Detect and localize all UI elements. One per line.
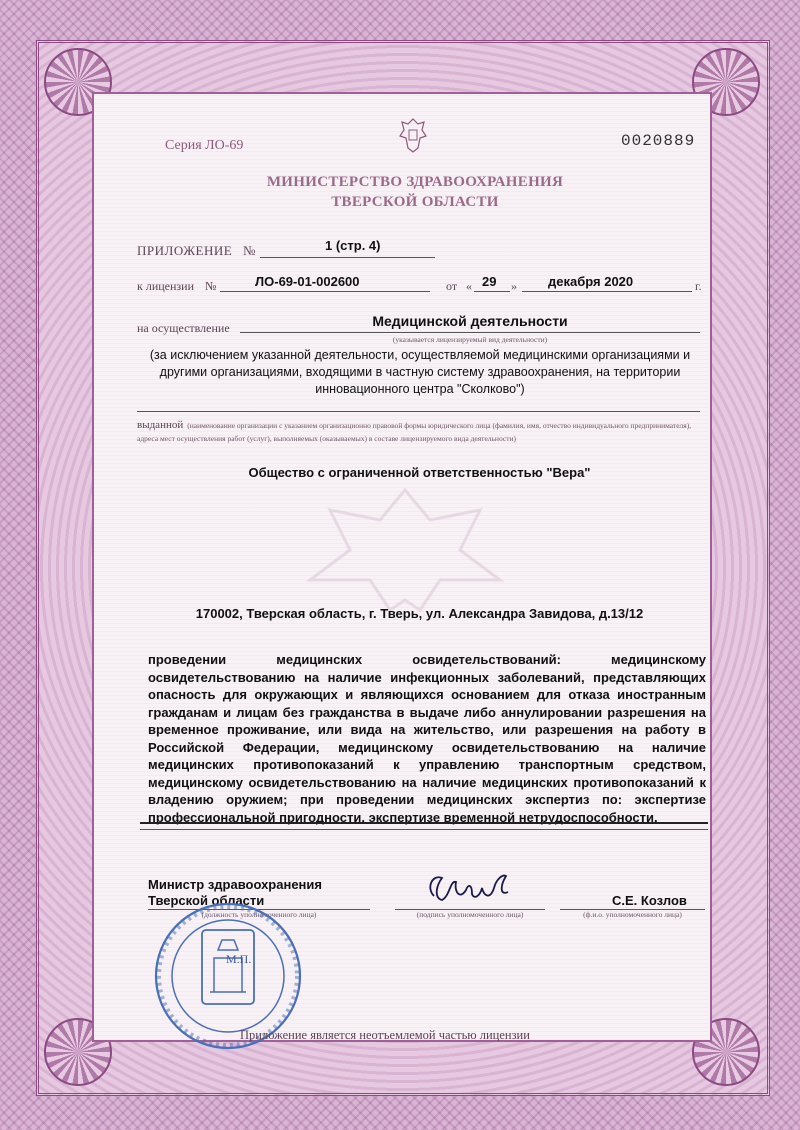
license-number-sign: № — [205, 279, 217, 293]
license-prefix: к лицензии — [137, 279, 194, 293]
license-month-line — [522, 291, 692, 292]
serial-number: 0020889 — [621, 132, 696, 150]
issued-caption: (наименование организации с указанием организационно правовой формы юридического лица (фамилия, имя, отчество индивидуального предпринимателя), адреса мест осуществления работ (услуг), выполняемых (оказываемых) в составе лицензируемого вида деятельности) — [137, 421, 692, 443]
activity-value: Медицинской деятельности — [372, 313, 568, 329]
ministry-title-line2: ТВЕРСКОЙ ОБЛАСТИ — [331, 194, 499, 210]
scope-end-line-2 — [140, 829, 708, 830]
license-year-suffix: г. — [695, 279, 702, 293]
appendix-number: 1 (стр. 4) — [325, 238, 381, 253]
license-number: ЛО-69-01-002600 — [255, 274, 360, 289]
license-month-year: декабря 2020 — [548, 274, 634, 289]
appendix-number-line — [260, 257, 435, 258]
license-date-from-label: от — [446, 279, 458, 293]
coat-of-arms-icon — [398, 116, 428, 154]
appendix-number-sign: № — [243, 243, 256, 258]
scope-end-line — [140, 822, 708, 824]
signer-name: С.Е. Козлов — [612, 893, 687, 908]
license-number-line — [220, 291, 430, 292]
activity-caption: (указывается лицензируемый вид деятельности) — [392, 335, 548, 344]
organization-name: Общество с ограниченной ответственностью "Вера" — [248, 465, 591, 480]
issued-block — [137, 418, 702, 444]
footer-note: Приложение является неотъемлемой частью лицензии — [240, 1028, 530, 1042]
signer-position-line2: Тверской области — [148, 893, 265, 908]
license-day: 29 — [482, 274, 497, 289]
license-day-line — [474, 291, 510, 292]
appendix-label: ПРИЛОЖЕНИЕ — [137, 243, 233, 258]
activity-scope-text: проведении медицинских освидетельствований: медицинскому освидетельствованию на наличие инфекционных заболеваний, представляющих опасность для окружающих и являющихся основанием для отказа иностранным гражданам и лицам без гражданства в выдаче либо аннулировании разрешения на временное проживание, или вида на жительство, или разрешения на работу в Российской Федерации, медицинскому освидетельствованию на наличие медицинских противопоказаний к управлению транспортным средством, медицинскому освидетельствованию на наличие медицинских противопоказаний к владению оружием; при проведении медицинских экспертиз по: экспертизе профессиональной пригодности, экспертизе временной нетрудоспособности. — [148, 652, 706, 825]
stamp-mark-label: М.П. — [226, 952, 252, 966]
signature-icon — [420, 866, 530, 914]
signature-caption: (подпись уполномоченного лица) — [416, 910, 524, 919]
activity-exclusion-note: (за исключением указанной деятельности, осуществляемой медицинскими организациями и другими организациями, входящими в частную систему здравоохранения, на территории инновационного центра "Сколково") — [149, 348, 691, 396]
activity-line — [240, 332, 700, 333]
issued-label: выданной — [137, 419, 184, 431]
name-caption: (ф.и.о. уполномоченного лица) — [583, 910, 682, 919]
issued-top-line — [137, 411, 700, 412]
signer-position-line1: Министр здравоохранения — [148, 877, 322, 892]
organization-address: 170002, Тверская область, г. Тверь, ул. Александра Завидова, д.13/12 — [195, 606, 644, 621]
activity-label: на осуществление — [137, 321, 230, 335]
license-quote-close: » — [511, 279, 517, 293]
series-label: Серия ЛО-69 — [165, 138, 244, 153]
watermark-emblem-icon — [300, 480, 510, 620]
position-caption: (должность уполномоченного лица) — [201, 910, 317, 919]
ministry-title — [160, 172, 670, 212]
ministry-title-line1: МИНИСТЕРСТВО ЗДРАВООХРАНЕНИЯ — [266, 174, 564, 190]
license-quote-open: « — [466, 279, 472, 293]
